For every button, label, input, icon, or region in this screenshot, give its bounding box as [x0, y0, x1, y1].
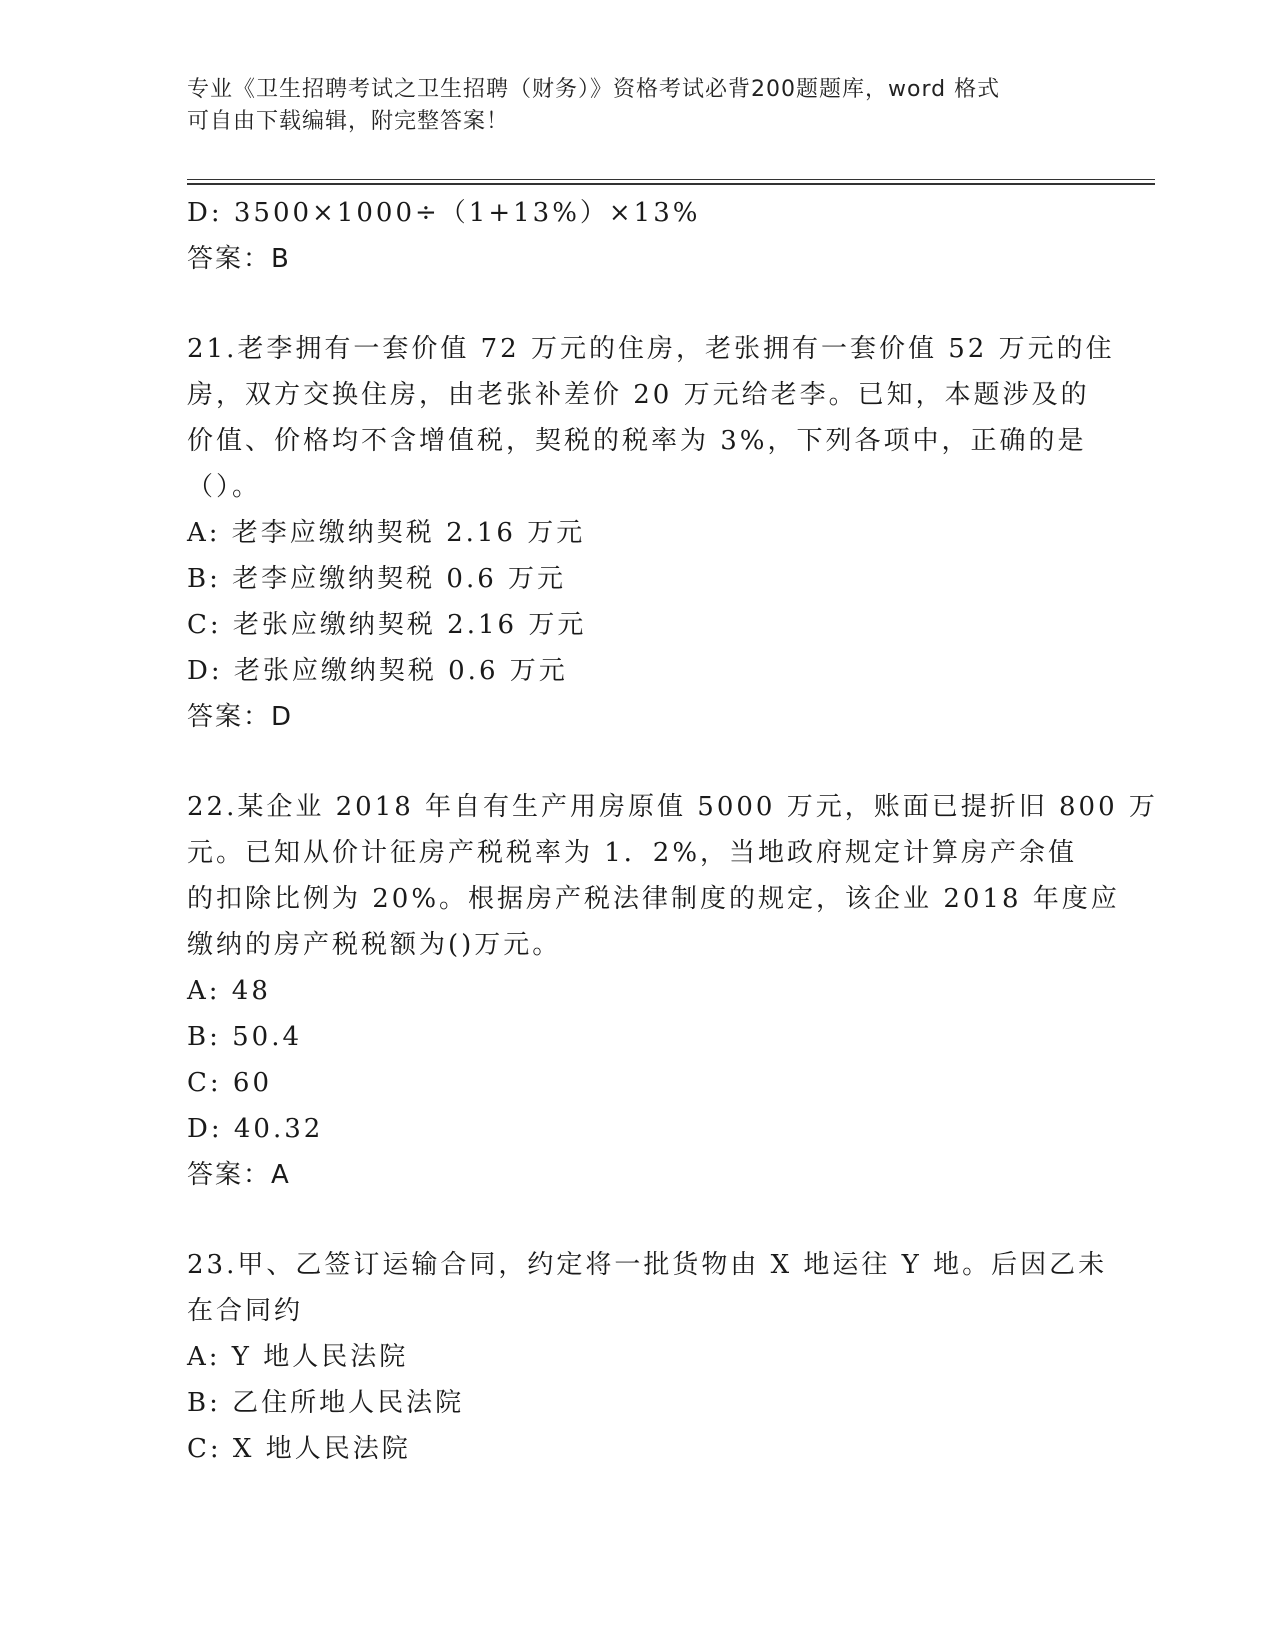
header-line-2: 可自由下载编辑，附完整答案！: [187, 109, 510, 134]
q21-option-a: A: 老李应缴纳契税 2.16 万元: [187, 518, 586, 548]
q21-option-c: C: 老张应缴纳契税 2.16 万元: [187, 610, 587, 640]
q23-option-b: B: 乙住所地人民法院: [187, 1388, 465, 1418]
document-header: [187, 74, 1087, 138]
q21-stem-line: 21.老李拥有一套价值 72 万元的住房，老张拥有一套价值 52 万元的住: [187, 334, 1115, 364]
q22-option-b: B: 50.4: [187, 1022, 303, 1052]
q21-option-d: D: 老张应缴纳契税 0.6 万元: [187, 656, 568, 686]
question-23: [187, 1242, 1108, 1472]
q22-stem-line: 元。已知从价计征房产税税率为 1．2%，当地政府规定计算房产余值: [187, 838, 1078, 868]
q22-stem-line: 22.某企业 2018 年自有生产用房原值 5000 万元，账面已提折旧 800 万: [187, 792, 1158, 822]
q23-stem-line: 在合同约: [187, 1296, 304, 1326]
q22-stem-line: 的扣除比例为 20%。根据房产税法律制度的规定，该企业 2018 年度应: [187, 884, 1120, 914]
q22-option-d: D: 40.32: [187, 1114, 324, 1144]
prev-option-d: D: 3500×1000÷（1+13%）×13%: [187, 198, 701, 228]
q21-option-b: B: 老李应缴纳契税 0.6 万元: [187, 564, 567, 594]
q22-stem-line: 缴纳的房产税税额为()万元。: [187, 930, 562, 960]
q21-stem-line: 房，双方交换住房，由老张补差价 20 万元给老李。已知，本题涉及的: [187, 380, 1090, 410]
header-divider-bottom: [187, 183, 1155, 185]
q23-stem-line: 23.甲、乙签订运输合同，约定将一批货物由 X 地运往 Y 地。后因乙未: [187, 1250, 1108, 1280]
question-21: [187, 326, 1115, 740]
q21-stem-line: 价值、价格均不含增值税，契税的税率为 3%，下列各项中，正确的是: [187, 426, 1087, 456]
q22-answer: 答案：A: [187, 1160, 291, 1190]
q21-answer: 答案：D: [187, 702, 294, 732]
spacer: [187, 740, 1087, 784]
q23-option-a: A: Y 地人民法院: [187, 1342, 409, 1372]
q22-option-c: C: 60: [187, 1068, 273, 1098]
header-divider-top: [187, 179, 1155, 180]
q22-option-a: A: 48: [187, 976, 271, 1006]
spacer: [187, 1198, 1087, 1242]
document-body: [187, 190, 1158, 1472]
prev-answer: 答案：B: [187, 244, 291, 274]
q23-option-c: C: X 地人民法院: [187, 1434, 411, 1464]
header-line-1: 专业《卫生招聘考试之卫生招聘（财务）》资格考试必背200题题库，word 格式: [187, 77, 1001, 102]
spacer: [187, 282, 1087, 326]
question-22: [187, 784, 1158, 1198]
q21-stem-line: （）。: [187, 472, 262, 502]
